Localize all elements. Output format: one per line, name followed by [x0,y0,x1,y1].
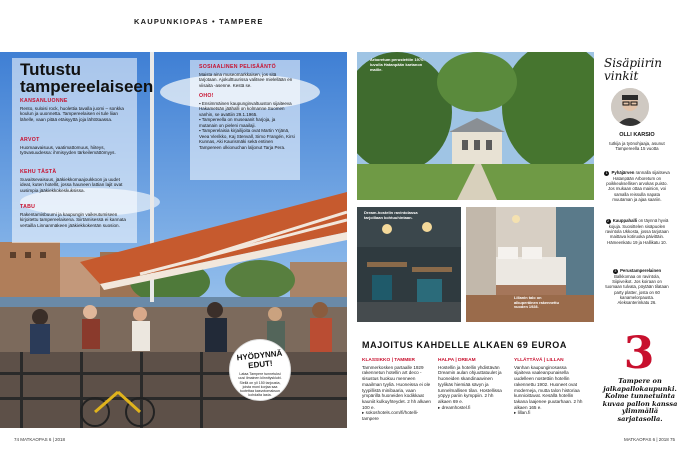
hotel-text: Vanhan kaupunginosassa sijaiteva vaaleanpunaisella uudelleen nostettiin hotellin rakennettu 1902. Huoneet ovat moderneja, mutta talon historiaa kunnioittavat. Kesällä hotellin takana laajenee puutarhaan. 2 hh alkaen 165 e. [514,364,583,410]
sosiaalinen-heading: SOSIAALINEN PELISÄÄNTÖ [199,64,276,70]
kansanluonne-text: Rento, suloisi rock, huolettia tavalla juomi – sonkka koulun ja uuonnetta. Tampereelaisen ei tule liian lähelle, vaan pitää etäisyyttä joja lähtötaassa. [20,105,124,122]
hotel-text: Hostellin ja hotellin yhdistävän Dreamin aulan ohjuuttatuulet ja huoneiden skandinaavinen tyylikäs hiemiää sävyn ja tunnelmallisen tilan. Hostellissa yöpyy pariin kymppiin. 2 hh alkaen 69 e. [438,364,502,404]
page-number-right: MATKAOPAS 6 | 2018 75 [624,437,676,442]
tip-item [604,170,670,202]
tip-item [604,268,670,305]
badge-title: HYÖDYNNÄ EDUT! [236,348,283,370]
fact-text: Tampere on jalkapallokaupunki. Kolme tunnetuinta kuvaa pallon kanssa ylimmällä sarjatasolla. [602,377,678,423]
kehu-block [20,170,128,193]
hotel-link[interactable]: ▸ dreamhostel.fi [438,404,471,410]
oho-item: ▪ Tampereella on museaanit harjoja, ja mutanain on pieleni maailaji. [199,117,276,128]
tabu-block [20,205,128,228]
arvot-text: Huomaavaisuus, vaatimattomuus, hiiteys, työvasuudessa: ihmisyyden tärkeilemättömyys. [20,144,116,156]
hotel-tag: YLLÄTTÄVÄ | LILLAN [514,358,564,363]
expert-avatar [611,88,649,126]
hotel-lillan [514,358,584,416]
tip-item [604,218,670,245]
offer-badge [230,340,290,400]
tabu-text: Rakentamisbuumi ja kaupungin vaikeutumiseen kirjoitettu tampereelaisena. Siirtämisessä ei kannata vertailla Linnanmäkeen jääkiekkokentän suosion. [20,211,126,228]
oho-heading: OHO! [199,93,214,99]
expert-name: OLLI KARSIO [619,132,655,138]
dream-caption: Dream-hostelin ravintolassa tarjoillaan kohtuuhintaan. [364,210,418,220]
big-number: 3 [623,328,655,379]
tip-name: Pyhäjärven [611,170,635,175]
dream-hostel-photo [357,207,461,322]
tip-name: Kauppahalli [612,218,638,223]
kehu-heading: KEHU TÄSTÄ [20,169,57,175]
accommodation-title: MAJOITUS KAHDELLE ALKAEN 69 EUROA [362,340,567,350]
kansanluonne-heading: KANSANLUONNE [20,98,68,104]
article-title: Tutustu tampereelaiseen [20,60,154,96]
sosiaalinen-text: Maista aina museomarkkaisen, jos sitä tarjotaan. Ajokulttuurissa valitsee mielellään en viisaita -asenne. Kestä se. [199,71,293,88]
hotel-tag: KLASSIKKO | TAMMER [362,358,415,363]
hotel-link[interactable]: ▸ sokoshotels.com/fi/hotelli-tampere [362,410,419,422]
tip-text: on täynnä hyviä kojuja. Suosittelen sisäpuolen ravintola Ukkosta, jossa tarjotaan maittava kotiruoka päivittäin. Hämeenkatu 19 ja Hallikatu 10. [605,218,669,245]
tip-text: Balkkomaa on ravintola, Siipiveikot. Jos koiraan on tuomaan tulvata, pöytään tilataan party platter, josta on 60 kanamelorpausta. Aleksanterinkatu 26. [605,274,669,306]
arvot-heading: ARVOT [20,137,40,143]
section-header: KAUPUNKIOPAS • TAMPERE [134,17,264,26]
page-number-left: 74 MATKAOPAS 6 | 2018 [14,437,66,442]
kehu-text: Suvaitsevaisuus, jääkiekkomaajoukkoon ja uudet ideat, kuten hotellit, jossa hauneen lattian lajit ovat uusimpia jääkiekkokeskuksissa. [20,176,123,193]
tip-number: 1 [605,171,608,175]
hotel-tag: HALPA | DREAM [438,358,476,363]
hotel-dream [438,358,508,410]
tip-number: 3 [614,269,617,273]
hotel-text: Tammerkosken partaalle 1929 rakennetun hotellin art deco -sisustus huokuu menneen maailman tyyliä. Huoneissa ei ole tyypillistä minibaaria, vaan ympärillä huoneiden kodikkaat kauniit kulkuyhteydet. 2 hh alkaen 100 e. [362,364,431,410]
tabu-heading: TABU [20,204,36,210]
tip-number: 2 [607,219,610,223]
arboretum-caption: Arboretum perustettiin 1970-luvulla Hatanpään kartanon maille. [370,57,425,72]
hotel-link[interactable]: ▸ lillan.fi [514,410,531,416]
tip-name: Perustamperelainen [620,268,662,273]
tip-text: rannalla sijaitseva Hatanpään Arboretum on poikkeuksellisen arvokas puisto. Jos mukaan ottaa mainion, voi samalla reissulla napata muutaman ja ajaa saariin. [606,170,670,202]
expert-description: tutkija ja työnohjaaja, asunut Tampereella 15 vuotta [609,141,665,152]
oho-block [199,94,295,150]
oho-item: ▪ Ensimmäinen kaupunginvaltuuston sijaiteeva Hakametsän jäähalli on kolmanne Suomen vanhin, se avattiin 29.1.1965. [199,100,292,117]
arvot-block [20,138,128,156]
middle-column [199,65,295,150]
lillan-caption: Lillanin talo on alkuperäinen rakennettu vuoden 1928. [514,295,559,310]
badge-text: Lataa Tampere tunnetuksi uusi ilmainen kiinnitysklubi. Siellä on yli 150 tarjousta, joista moni korjaa saa tuotettaa kasvotomaksun kohdalta lasta. [238,372,282,398]
tips-title: Sisäpiirin vinkit [604,56,663,83]
hotel-tammer [362,358,432,422]
oho-item: ▪ Tamperelaisia kirjailijoita ovat Martin Yrjänä, Veea Vierikko, Kaj Stenvall, Simo Frangén, Kirsi Kunnas, Aki Kaurismäki sekä entinen Tampereen olkionuchan laljonut Tarja Pera. [199,128,295,150]
arboretum-photo [357,52,594,200]
kansanluonne-block [20,99,128,122]
